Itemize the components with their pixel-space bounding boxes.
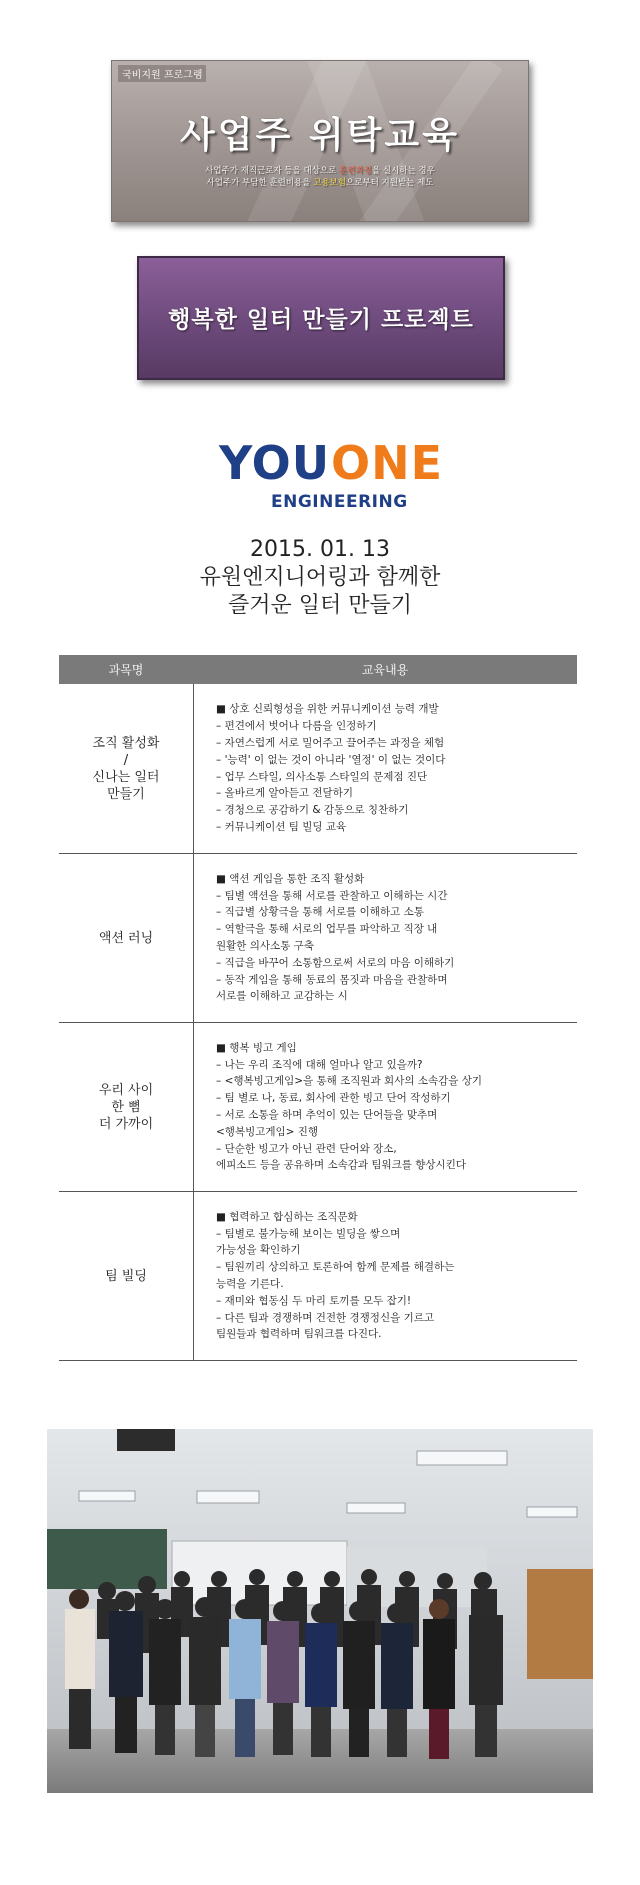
event-headline — [0, 536, 640, 620]
event-date: 2015. 01. 13 — [250, 537, 390, 562]
company-logo — [219, 436, 444, 516]
project-banner — [137, 256, 505, 380]
row-content: ■ 상호 신뢰형성을 위한 커뮤니케이션 능력 개발 – 편견에서 벗어나 다름을 인정하기 – 자연스럽게 서로 밀어주고 끌어주는 과정을 체험 – '능력' 이 없는 것이 아니라 '열정' 이 없는 것이다 – 업무 스타일, 의사소통 스타일의 문제점 진단 – 올바르게 알아듣고 전달하기 – 경청으로 공감하기 & 감동으로 칭찬하기 – 커뮤니케이션 팀 빌딩 교육 — [216, 703, 446, 833]
row-content: ■ 협력하고 합심하는 조직문화 – 팀별로 불가능해 보이는 빌딩을 쌓으며 가능성을 확인하기 – 팀원끼리 상의하고 토론하여 함께 문제를 해결하는 능력을 기른다. – 재미와 협동심 두 마리 토끼를 모두 잡기! – 다른 팀과 경쟁하며 건전한 경쟁정신을 기르고 팀원들과 협력하며 팀워크를 다진다. — [216, 1210, 455, 1341]
table-row — [59, 854, 577, 1023]
logo-text-you: YOU — [219, 436, 331, 490]
table-row — [59, 684, 577, 854]
row-content: ■ 액션 게임을 통한 조직 활성화 – 팀별 액션을 통해 서로를 관찰하고 이해하는 시간 – 직급별 상황극을 통해 서로를 이해하고 소통 – 역할극을 통해 서로의 업무를 파악하고 직장 내 원활한 의사소통 구축 – 직급을 바꾸어 소통함으로써 서로의 마음 이해하기 – 동작 게임을 통해 동료의 몸짓과 마음을 관찰하며 서로를 이해하고 교감하는 시 — [216, 872, 455, 1003]
curriculum-table — [59, 655, 577, 1361]
program-tag: 국비지원 프로그램 — [118, 65, 206, 82]
program-desc-line1: 사업주가 재직근로자 등을 대상으로 훈련과정을 실시하는 경우 — [205, 166, 435, 176]
header-subject: 과목명 — [108, 663, 144, 677]
table-header — [59, 655, 577, 684]
row-subject: 액션 러닝 — [59, 854, 194, 1022]
event-title-line2: 즐거운 일터 만들기 — [227, 593, 412, 618]
row-subject: 조직 활성화 / 신나는 일터 만들기 — [59, 684, 194, 853]
event-title-line1: 유원엔지니어링과 함께한 — [199, 565, 441, 590]
project-title: 행복한 일터 만들기 프로젝트 — [168, 307, 474, 333]
program-banner — [111, 60, 529, 222]
group-photo-icon — [47, 1429, 593, 1793]
header-content: 교육내용 — [361, 663, 409, 677]
program-desc-line2: 사업주가 부담한 훈련비용을 고용보험으로부터 지원받는 제도 — [206, 178, 434, 188]
row-subject: 팀 빌딩 — [59, 1192, 194, 1360]
row-content: ■ 행복 빙고 게임 – 나는 우리 조직에 대해 얼마나 알고 있을까? – <행복빙고게임>을 통해 조직원과 회사의 소속감을 상기 – 팀 별로 나, 동료, 회사에 관한 빙고 단어 작성하기 – 서로 소통을 하며 추억이 있는 단어들을 맞추며 <행복빙고게임> 진행 – 단순한 빙고가 아닌 관련 단어와 장소, 에피소드 등을 공유하며 소속감과 팀워크를 향상시킨다 — [216, 1041, 483, 1172]
program-title: 사업주 위탁교육 — [180, 115, 460, 156]
group-photo — [47, 1429, 593, 1793]
table-row — [59, 1023, 577, 1192]
logo-subtext: ENGINEERING — [271, 492, 408, 512]
logo-text-one: ONE — [331, 436, 444, 490]
table-row — [59, 1192, 577, 1361]
row-subject: 우리 사이 한 뼘 더 가까이 — [59, 1023, 194, 1191]
